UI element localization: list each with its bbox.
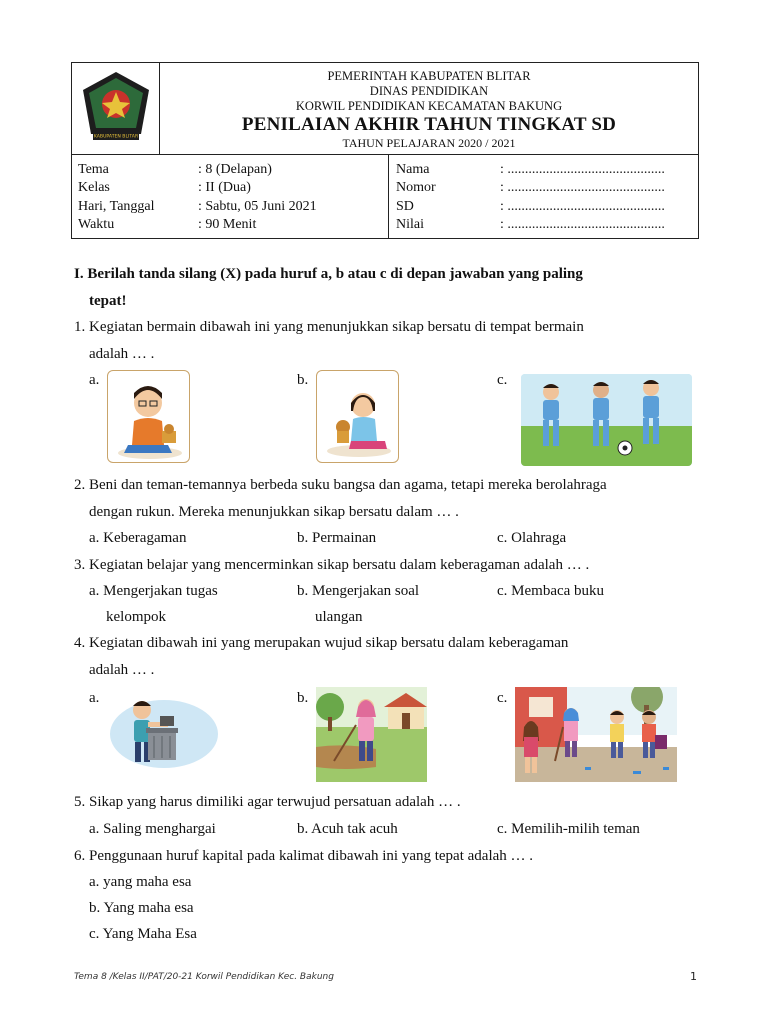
option-a-image-child-playing-alone: [107, 370, 190, 463]
question-3-option-c[interactable]: c. Membaca buku: [497, 583, 605, 599]
department-name: DINAS PENDIDIKAN: [369, 84, 489, 98]
page-footer: Tema 8 /Kelas II/PAT/20-21 Korwil Pendidikan Kec. Bakung: [74, 972, 334, 982]
option-c-image-kids-cleaning-together: [515, 687, 677, 782]
question-6-option-a[interactable]: a. yang maha esa: [89, 874, 192, 890]
option-a-image-boy-throwing-trash: [108, 688, 220, 770]
option-c-image-kids-playing-football: [521, 374, 692, 466]
question-5-option-c[interactable]: c. Memilih-milih teman: [497, 821, 640, 837]
question-1-option-b[interactable]: b.: [297, 372, 309, 388]
page-number: 1: [690, 970, 697, 983]
question-2-option-a[interactable]: a. Keberagaman: [89, 530, 187, 546]
student-field-key: SD: [396, 199, 414, 214]
question-3-option-a[interactable]: a. Mengerjakan tugas: [89, 583, 218, 599]
header-text: [160, 63, 698, 151]
question-6-text: 6. Penggunaan huruf kapital pada kalimat dibawah ini yang tepat adalah … .: [74, 848, 534, 864]
question-3-option-b[interactable]: b. Mengerjakan soal: [297, 583, 420, 599]
info-value: : II (Dua): [198, 180, 251, 195]
question-5-option-a[interactable]: a. Saling menghargai: [89, 821, 216, 837]
info-value: : 8 (Delapan): [198, 162, 272, 177]
info-key: Kelas: [78, 180, 110, 195]
district-office-name: KORWIL PENDIDIKAN KECAMATAN BAKUNG: [295, 99, 563, 113]
question-1-text-cont: adalah … .: [89, 346, 155, 362]
info-key: Tema: [78, 162, 109, 177]
student-field-blank[interactable]: : .............................................: [500, 180, 665, 195]
academic-year: TAHUN PELAJARAN 2020 / 2021: [342, 136, 516, 150]
question-4-option-b[interactable]: b.: [297, 690, 309, 706]
question-6-option-c[interactable]: c. Yang Maha Esa: [89, 926, 197, 942]
logo-caption: KABUPATEN BLITAR: [93, 134, 139, 140]
question-5-option-b[interactable]: b. Acuh tak acuh: [297, 821, 398, 837]
section-instruction: I. Berilah tanda silang (X) pada huruf a, b atau c di depan jawaban yang paling: [74, 266, 583, 282]
logo-cell: [72, 63, 160, 154]
info-key: Hari, Tanggal: [78, 199, 155, 214]
exam-title: PENILAIAN AKHIR TAHUN TINGKAT SD: [241, 114, 617, 135]
student-details: [390, 155, 699, 238]
question-6-option-b[interactable]: b. Yang maha esa: [89, 900, 194, 916]
student-field-key: Nilai: [396, 217, 424, 232]
government-name: PEMERINTAH KABUPATEN BLITAR: [327, 69, 531, 83]
option-b-image-girl-with-toy: [316, 370, 399, 463]
info-value: : 90 Menit: [198, 217, 257, 232]
exam-info-table: [71, 155, 699, 239]
question-3-option-b-cont[interactable]: ulangan: [315, 609, 363, 625]
exam-details: [72, 155, 389, 238]
question-3-option-a-cont[interactable]: kelompok: [106, 609, 166, 625]
option-b-image-girl-sweeping-yard: [316, 687, 427, 782]
blitar-regency-logo: [79, 70, 153, 146]
question-4-option-c[interactable]: c.: [497, 690, 508, 706]
question-5-text: 5. Sikap yang harus dimiliki agar terwujud persatuan adalah … .: [74, 794, 461, 810]
question-1-text: 1. Kegiatan bermain dibawah ini yang menunjukkan sikap bersatu di tempat bermain: [74, 319, 584, 335]
question-2-text-cont: dengan rukun. Mereka menunjukkan sikap bersatu dalam … .: [89, 504, 459, 520]
question-3-text: 3. Kegiatan belajar yang mencerminkan sikap bersatu dalam keberagaman adalah … .: [74, 557, 590, 573]
question-4-text: 4. Kegiatan dibawah ini yang merupakan wujud sikap bersatu dalam keberagaman: [74, 635, 569, 651]
info-key: Waktu: [78, 217, 115, 232]
question-2-text: 2. Beni dan teman-temannya berbeda suku bangsa dan agama, tetapi mereka berolahraga: [74, 477, 607, 493]
student-field-key: Nomor: [396, 180, 436, 195]
letterhead: [71, 62, 699, 155]
question-1-option-a[interactable]: a.: [89, 372, 100, 388]
student-field-blank[interactable]: : .............................................: [500, 217, 665, 232]
question-2-option-c[interactable]: c. Olahraga: [497, 530, 567, 546]
student-field-blank[interactable]: : .............................................: [500, 162, 665, 177]
section-instruction-cont: tepat!: [89, 293, 127, 309]
info-value: : Sabtu, 05 Juni 2021: [198, 199, 317, 214]
question-1-option-c[interactable]: c.: [497, 372, 508, 388]
student-field-key: Nama: [396, 162, 430, 177]
question-4-option-a[interactable]: a.: [89, 690, 100, 706]
student-field-blank[interactable]: : .............................................: [500, 199, 665, 214]
question-2-option-b[interactable]: b. Permainan: [297, 530, 377, 546]
question-4-text-cont: adalah … .: [89, 662, 155, 678]
